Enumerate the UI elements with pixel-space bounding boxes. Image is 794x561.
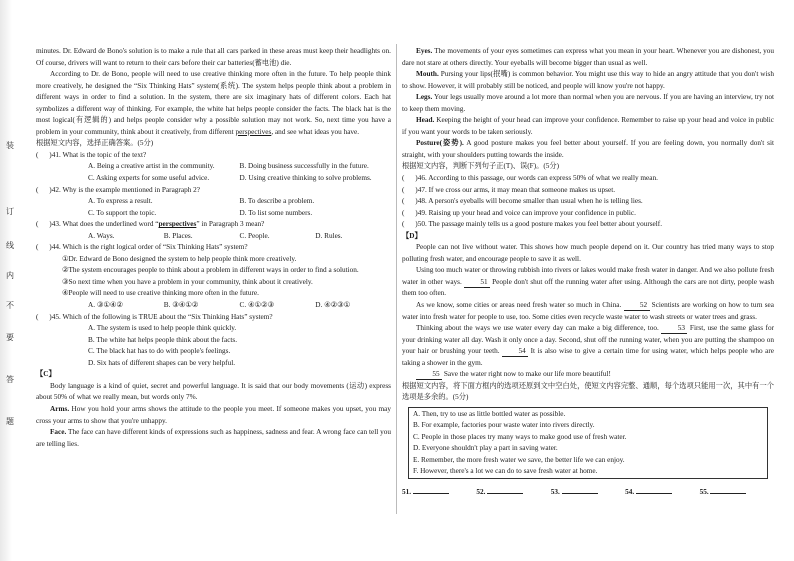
option[interactable]: D. ④②③① — [315, 301, 351, 310]
paragraph: 55 Save the water right now to make our life more beautiful! — [402, 369, 774, 381]
paragraph: Eyes. The movements of your eyes sometimes can express what you mean in your heart. Whenever you are dishonest, you dare not stare at others directly. Your eyeballs will become bigger than usual as well. — [402, 47, 774, 67]
binding-char: 不 — [6, 301, 14, 310]
section-heading-d: 【D】 — [402, 231, 422, 240]
binding-char: 要 — [6, 333, 14, 342]
paragraph: According to Dr. de Bono, people will need to use creative thinking more often in the future. To help people think more creatively, he designed the “Six Thinking Hats” system(系统). The system helps people think about a problem in different ways in order to find a solution. In the system, there are six imaginary hats of different colors. Each hat symbolizes a different way of thinking. For example, the white hat helps people consider the facts. The black hat is the most logical(有逻辑的) and helps people consider why a possible solution may not work. So, next time you have a problem in your community, think about it creatively, from different perspectives, and see what ideas you have. — [36, 70, 391, 136]
question-44: ( ) 44. Which is the right logical order of “Six Thinking Hats” system? — [36, 243, 248, 252]
question-43: ( ) 43. What does the underlined word “perspectives” in Paragraph 3 mean? — [36, 220, 265, 229]
instruction: 根据短文内容，判断下列句子正(T)、误(F)。(5分) — [402, 162, 560, 171]
box-option: C. People in those places try many ways to make good use of fresh water. — [413, 432, 627, 441]
question-47[interactable]: ( ) 47. If we cross our arms, it may mean that someone makes us upset. — [402, 185, 616, 194]
underlined-word: perspectives — [235, 127, 272, 136]
answer-row — [402, 485, 774, 499]
binding-char: 内 — [6, 271, 14, 280]
option[interactable]: A. Ways. — [88, 231, 115, 240]
box-option: D. Everyone shouldn't play a part in saving water. — [413, 444, 558, 453]
options — [36, 300, 391, 312]
options — [36, 196, 391, 208]
option[interactable]: C. People. — [239, 231, 270, 240]
answer-blank[interactable] — [710, 485, 746, 494]
paragraph: Head. Keeping the height of your head can improve your confidence. Remember to raise up your head and voice in public if you want your words to be taken seriously. — [402, 116, 774, 136]
blank-52[interactable]: 52 — [624, 301, 650, 311]
option[interactable]: A. ③①④② — [88, 301, 123, 310]
paragraph: Arms. How you hold your arms shows the attitude to the people you meet. If someone makes you upset, you may cross your arms to show that you're unhappy. — [36, 404, 391, 425]
option[interactable]: D. Rules. — [315, 231, 343, 240]
binding-char: 订 — [6, 207, 14, 216]
question-46[interactable]: ( ) 46. According to this passage, our words can express 50% of what we really mean. — [402, 174, 658, 183]
option[interactable]: C. ④①②③ — [239, 301, 274, 310]
option[interactable]: C. The black hat has to do with people's feelings. — [88, 347, 231, 356]
option[interactable]: C. To support the topic. — [88, 208, 157, 217]
right-column — [402, 46, 774, 499]
instruction: 根据短文内容，选择正确答案。(5分) — [36, 139, 154, 148]
section-heading-c: 【C】 — [36, 370, 56, 379]
paragraph: Mouth. Pursing your lips(抿嘴) is common behavior. You might use this way to hide an angry attitude that you don't wish to show. However, it will probably still be noticed, and people will know you're not happy. — [402, 70, 774, 90]
underlined-word: perspectives — [158, 220, 197, 229]
option[interactable]: A. To express a result. — [88, 197, 153, 206]
answer-blank[interactable] — [636, 485, 672, 494]
column-divider — [396, 44, 397, 514]
options — [36, 208, 391, 220]
option[interactable]: A. Being a creative artist in the community. — [88, 162, 215, 171]
paragraph: As we know, some cities or areas need fresh water so much in China. 52 Scientists are working on how to turn sea water into fresh water for people to use, too. Some cities even recycle waste water to wash streets or water trees and grass. — [402, 301, 774, 321]
blank-53[interactable]: 53 — [661, 324, 687, 334]
question-49[interactable]: ( ) 49. Raising up your head and voice can improve your confidence in public. — [402, 208, 636, 217]
answer-slot: 55. — [700, 485, 774, 499]
answer-slot: 52. — [476, 485, 550, 499]
answer-slot: 51. — [402, 485, 476, 499]
blank-51[interactable]: 51 — [464, 278, 490, 288]
options — [36, 231, 391, 243]
answer-slot: 53. — [551, 485, 625, 499]
options — [36, 161, 391, 173]
option[interactable]: A. The system is used to help people think quickly. — [88, 324, 237, 333]
box-option: A. Then, try to use as little bottled water as possible. — [413, 409, 566, 418]
option[interactable]: B. The white hat helps people think about the facts. — [88, 335, 238, 344]
question-48[interactable]: ( ) 48. A person's eyeballs will become smaller than usual when he is telling lies. — [402, 197, 643, 206]
left-column — [36, 46, 391, 450]
option[interactable]: B. Doing business successfully in the future. — [239, 162, 369, 171]
blank-54[interactable]: 54 — [502, 347, 528, 357]
answer-slot: 54. — [625, 485, 699, 499]
binding-char: 线 — [6, 241, 14, 250]
option[interactable]: C. Asking experts for some useful advice. — [88, 174, 210, 183]
paragraph: Thinking about the ways we use water every day can make a big difference, too. 53 First, use the same glass for your drinking water all day. Wash it only once a day. Second, shut off the running water, when you are putting the shampoo on your hair or brushing your teeth. 54 It is also wise to give a certain time for using water, which helps people who are taking a shower in the gym. — [402, 324, 775, 367]
option[interactable]: B. ③④①② — [163, 301, 199, 310]
question-45: ( ) 45. Which of the following is TRUE about the “Six Thinking Hats” system? — [36, 312, 273, 321]
option[interactable]: D. Six hats of different shapes can be very helpful. — [88, 358, 236, 367]
option[interactable]: B. To describe a problem. — [239, 197, 315, 206]
order-item: ③So next time when you have a problem in your community, think about it creatively. — [62, 277, 313, 286]
answer-blank[interactable] — [562, 485, 598, 494]
paragraph: Using too much water or throwing rubbish into rivers or lakes would make fresh water in danger. And we also pollute fresh water in other ways. 51 People don't shut off the running water after using. Although the cars are not dirty, people wash them too often. — [402, 266, 774, 298]
answer-blank[interactable] — [487, 485, 523, 494]
paragraph: Legs. Your legs usually move around a lot more than normal when you are nervous. If you are having an interview, try not to keep them moving. — [402, 93, 774, 113]
instruction: 根据短文内容，将下面方框内的选项还原到文中空白处，使短文内容完整、通顺，每个选项只能用一次，其中有一个选项是多余的。(5分) — [402, 381, 774, 402]
paragraph: Body language is a kind of quiet, secret and powerful language. It is said that our body movements (运动) express about 50% of what we really mean, but words only 7%. — [36, 381, 391, 402]
question-42: ( ) 42. Why is the example mentioned in Paragraph 2? — [36, 185, 200, 194]
question-41: ( ) 41. What is the topic of the text? — [36, 150, 147, 159]
order-item: ④People will need to use creative thinking more often in the future. — [62, 289, 259, 298]
box-option: B. For example, factories pour waste water into rivers directly. — [413, 421, 595, 430]
option[interactable]: B. Places. — [163, 231, 193, 240]
paragraph: Posture(姿势). A good posture makes you feel better about yourself. If you are feeling down, you normally don't sit straight, with your shoulders putting towards the inside. — [402, 139, 774, 159]
paragraph: minutes. Dr. Edward de Bono's solution is to make a rule that all cars parked in these areas must keep their headlights on. Of course, drivers will want to return to their cars before their car batteries(蓄电池) die. — [36, 47, 391, 67]
question-50[interactable]: ( ) 50. The passage mainly tells us a good posture makes you feel better about yourself. — [402, 220, 663, 229]
order-item: ①Dr. Edward de Bono designed the system to help people think more creatively. — [62, 254, 297, 263]
order-item: ②The system encourages people to think about a problem in different ways in order to find a solution. — [62, 266, 359, 275]
paragraph: People can not live without water. This shows how much people depend on it. Our country has tried many ways to stop polluting fresh water, and encourage people to save it as well. — [402, 243, 774, 263]
box-option: E. Remember, the more fresh water we save, the better life we can enjoy. — [413, 455, 625, 464]
blank-55[interactable]: 55 — [416, 370, 442, 380]
option-box — [408, 407, 768, 479]
binding-char: 题 — [6, 417, 14, 426]
options — [36, 173, 391, 185]
answer-blank[interactable] — [413, 485, 449, 494]
binding-char: 装 — [6, 141, 14, 150]
binding-char: 答 — [6, 375, 14, 384]
option[interactable]: D. Using creative thinking to solve problems. — [239, 174, 372, 183]
paragraph: Face. The face can have different kinds of expressions such as happiness, sadness and fear. A wrong face can tell you are telling lies. — [36, 428, 391, 448]
option[interactable]: D. To list some numbers. — [239, 208, 313, 217]
box-option: F. However, there's a lot we can do to save fresh water at home. — [413, 466, 598, 475]
